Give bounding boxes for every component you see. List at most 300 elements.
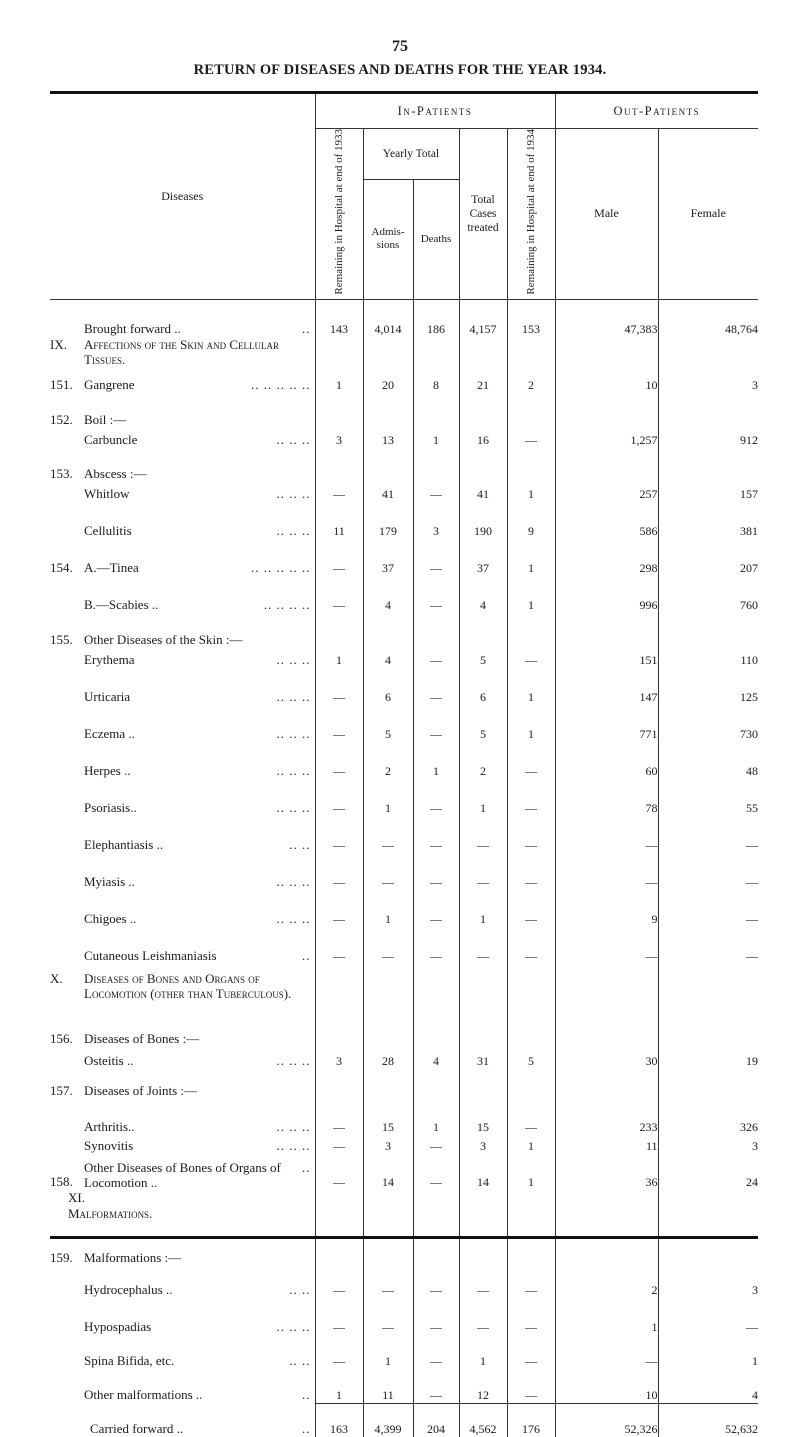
deaths-cell: — — [413, 1369, 459, 1403]
disease-code: 155. — [50, 632, 73, 648]
disease-code: 156. — [50, 1031, 73, 1047]
remaining-1934-cell — [507, 337, 555, 367]
admissions-cell: 11 — [363, 1369, 413, 1403]
table-row — [50, 648, 758, 668]
total-cases-cell: 31 — [459, 1047, 507, 1069]
female-cell: 125 — [658, 668, 758, 705]
admissions-cell: 1 — [363, 1335, 413, 1369]
disease-name: Herpes .. — [84, 763, 131, 779]
deaths-cell: — — [413, 816, 459, 853]
disease-name: Synovitis — [84, 1138, 134, 1154]
male-cell — [555, 613, 658, 648]
total-cases-cell — [459, 1190, 507, 1222]
disease-name: Spina Bifida, etc. — [84, 1353, 175, 1369]
deaths-cell: 1 — [413, 428, 459, 448]
female-cell: 157 — [658, 482, 758, 502]
leader-dots: .. .. — [289, 1353, 311, 1369]
table-body — [50, 299, 758, 1437]
disease-name: Carbuncle — [84, 432, 138, 448]
deaths-cell — [413, 1001, 459, 1047]
leader-dots: .. — [302, 321, 311, 337]
remaining-1934-cell — [507, 964, 555, 1001]
total-cases-label: Total Cases treated — [467, 193, 499, 234]
remaining-1933-cell: — — [315, 539, 363, 576]
male-cell — [555, 1222, 658, 1266]
disease-name: Carried forward .. — [90, 1421, 184, 1437]
remaining-1934-cell: 1 — [507, 1154, 555, 1190]
disease-label — [50, 428, 315, 448]
deaths-cell: 204 — [413, 1403, 459, 1437]
disease-code: XI. — [68, 1190, 85, 1206]
total-cases-cell: 41 — [459, 482, 507, 502]
table-header — [50, 94, 758, 299]
disease-code: IX. — [50, 337, 67, 353]
remaining-1934-cell: — — [507, 779, 555, 816]
out-patients-header: Out-Patients — [555, 94, 758, 129]
male-cell: 233 — [555, 1099, 658, 1135]
remaining-1933-cell — [315, 448, 363, 482]
disease-label — [50, 1001, 315, 1047]
disease-code: 152. — [50, 412, 73, 428]
admissions-cell — [363, 1222, 413, 1266]
total-cases-cell: — — [459, 853, 507, 890]
total-cases-cell — [459, 393, 507, 428]
disease-label — [50, 742, 315, 779]
table-row — [50, 299, 758, 337]
female-cell — [658, 393, 758, 428]
disease-name: Psoriasis.. — [84, 800, 137, 816]
male-cell — [555, 1069, 658, 1099]
disease-label — [50, 482, 315, 502]
deaths-cell — [413, 1069, 459, 1099]
remaining-1934-cell: — — [507, 1335, 555, 1369]
total-cases-cell — [459, 1222, 507, 1266]
female-cell: 760 — [658, 576, 758, 613]
table-row — [50, 367, 758, 393]
table-row — [50, 1154, 758, 1190]
section-heading-row — [50, 1001, 758, 1047]
remaining-1934-cell: 2 — [507, 367, 555, 393]
remaining-1933-cell: — — [315, 816, 363, 853]
deaths-cell: — — [413, 779, 459, 816]
admissions-cell — [363, 337, 413, 367]
total-cases-cell: — — [459, 1298, 507, 1335]
leader-dots: .. .. — [289, 837, 311, 853]
disease-label — [50, 299, 315, 337]
deaths-cell: 1 — [413, 742, 459, 779]
remaining-1933-cell: — — [315, 668, 363, 705]
male-cell: 771 — [555, 705, 658, 742]
deaths-cell: 1 — [413, 1099, 459, 1135]
remaining-1934-cell: — — [507, 428, 555, 448]
table-row — [50, 890, 758, 927]
disease-label — [50, 1222, 315, 1266]
remaining-1934-cell — [507, 1190, 555, 1222]
leader-dots: .. .. .. — [276, 1319, 311, 1335]
remaining-1934-cell: — — [507, 1298, 555, 1335]
table-row — [50, 1369, 758, 1403]
remaining-1933-cell: 11 — [315, 502, 363, 539]
total-cases-cell — [459, 964, 507, 1001]
disease-label — [50, 927, 315, 964]
deaths-cell: — — [413, 1298, 459, 1335]
female-cell: 1 — [658, 1335, 758, 1369]
male-cell: 586 — [555, 502, 658, 539]
disease-name: Urticaria — [84, 689, 131, 705]
male-cell — [555, 393, 658, 428]
deaths-header: Deaths — [413, 179, 459, 299]
female-cell — [658, 1069, 758, 1099]
leader-dots: .. .. .. — [276, 689, 311, 705]
male-cell: 10 — [555, 367, 658, 393]
female-cell: 48 — [658, 742, 758, 779]
table-row — [50, 1335, 758, 1369]
female-cell: — — [658, 853, 758, 890]
leader-dots: .. — [302, 1421, 311, 1437]
remaining-1933-cell — [315, 613, 363, 648]
disease-label — [50, 1403, 315, 1437]
total-cases-cell: — — [459, 816, 507, 853]
total-cases-cell: 5 — [459, 705, 507, 742]
disease-name: Other malformations .. — [84, 1387, 203, 1403]
disease-name: Osteitis .. — [84, 1053, 134, 1069]
total-cases-cell: 15 — [459, 1099, 507, 1135]
disease-label — [50, 1190, 315, 1222]
male-header: Male — [555, 129, 658, 300]
female-cell: — — [658, 927, 758, 964]
remaining-1933-cell: — — [315, 576, 363, 613]
remaining-1933-cell — [315, 1069, 363, 1099]
admissions-cell — [363, 964, 413, 1001]
remaining-1934-cell: — — [507, 927, 555, 964]
remaining-1933-cell: — — [315, 853, 363, 890]
admissions-cell: — — [363, 927, 413, 964]
total-cases-cell: — — [459, 1266, 507, 1298]
total-cases-header — [459, 129, 507, 300]
total-cases-cell: 4,562 — [459, 1403, 507, 1437]
admissions-cell: 1 — [363, 890, 413, 927]
disease-name: Elephantiasis .. — [84, 837, 164, 853]
admissions-cell: 4,014 — [363, 299, 413, 337]
disease-label — [50, 1369, 315, 1403]
disease-label — [50, 337, 315, 367]
leader-dots: .. .. .. — [276, 1053, 311, 1069]
total-cases-cell — [459, 613, 507, 648]
remaining-1933-cell: — — [315, 890, 363, 927]
disease-name: Brought forward .. — [84, 321, 181, 337]
disease-name: Cellulitis — [84, 523, 132, 539]
deaths-cell: — — [413, 1266, 459, 1298]
disease-label — [50, 1069, 315, 1099]
remaining-1933-cell — [315, 337, 363, 367]
male-cell — [555, 1001, 658, 1047]
male-cell: 147 — [555, 668, 658, 705]
disease-name: Arthritis.. — [84, 1119, 135, 1135]
admissions-cell: — — [363, 853, 413, 890]
section-heading-row — [50, 393, 758, 428]
remaining-1934-cell: 9 — [507, 502, 555, 539]
section-heading-row — [50, 1069, 758, 1099]
deaths-cell: — — [413, 927, 459, 964]
remaining-1934-cell: — — [507, 816, 555, 853]
table-row — [50, 779, 758, 816]
disease-name: Other Diseases of Bones of Organs of Locomotion .. — [84, 1160, 281, 1191]
leader-dots: .. .. .. .. .. — [251, 377, 311, 393]
female-cell — [658, 1001, 758, 1047]
remaining-1933-cell: 3 — [315, 1047, 363, 1069]
admissions-cell: 3 — [363, 1135, 413, 1154]
female-cell: 24 — [658, 1154, 758, 1190]
female-cell — [658, 1222, 758, 1266]
male-cell: 10 — [555, 1369, 658, 1403]
disease-name: Cutaneous Leishmaniasis — [84, 948, 217, 964]
total-cases-cell: — — [459, 927, 507, 964]
section-heading-row — [50, 1222, 758, 1266]
leader-dots: .. .. .. .. .. — [251, 560, 311, 576]
female-cell: — — [658, 890, 758, 927]
disease-label — [50, 393, 315, 428]
total-cases-cell: 21 — [459, 367, 507, 393]
deaths-cell — [413, 337, 459, 367]
disease-name: Erythema — [84, 652, 135, 668]
table-row — [50, 1298, 758, 1335]
disease-label — [50, 1154, 315, 1190]
disease-label — [50, 448, 315, 482]
admissions-cell: — — [363, 1266, 413, 1298]
disease-name: Diseases of Bones and Organs of Locomotion (other than Tuberculous). — [84, 971, 292, 1002]
male-cell — [555, 964, 658, 1001]
admissions-cell — [363, 1069, 413, 1099]
deaths-cell: 8 — [413, 367, 459, 393]
male-cell — [555, 448, 658, 482]
total-cases-cell — [459, 337, 507, 367]
female-cell: 55 — [658, 779, 758, 816]
admissions-cell: 41 — [363, 482, 413, 502]
remaining-1934-cell — [507, 1222, 555, 1266]
remaining-1933-label: Remaining in Hospital at end of 1933 — [332, 129, 345, 295]
section-heading-row — [50, 964, 758, 1001]
disease-code: 158. — [50, 1174, 73, 1190]
deaths-cell — [413, 1190, 459, 1222]
disease-label — [50, 705, 315, 742]
female-cell: 3 — [658, 1266, 758, 1298]
page-number: 75 — [392, 38, 408, 55]
remaining-1934-cell: — — [507, 1266, 555, 1298]
disease-name: Diseases of Joints :— — [84, 1083, 198, 1099]
male-cell: 298 — [555, 539, 658, 576]
male-cell: 36 — [555, 1154, 658, 1190]
male-cell: — — [555, 853, 658, 890]
male-cell: 151 — [555, 648, 658, 668]
admissions-cell — [363, 1190, 413, 1222]
table-row — [50, 428, 758, 448]
disease-code: 153. — [50, 466, 73, 482]
admissions-cell: 14 — [363, 1154, 413, 1190]
female-cell — [658, 448, 758, 482]
remaining-1933-cell — [315, 1190, 363, 1222]
remaining-1934-cell: 1 — [507, 539, 555, 576]
female-cell: 52,632 — [658, 1403, 758, 1437]
admissions-cell — [363, 1001, 413, 1047]
male-cell: 47,383 — [555, 299, 658, 337]
remaining-1934-cell: 1 — [507, 576, 555, 613]
disease-name: Chigoes .. — [84, 911, 137, 927]
admissions-cell: — — [363, 1298, 413, 1335]
deaths-cell: — — [413, 853, 459, 890]
leader-dots: .. — [302, 1387, 311, 1403]
female-cell: — — [658, 816, 758, 853]
disease-name: Myiasis .. — [84, 874, 135, 890]
remaining-1933-cell: 3 — [315, 428, 363, 448]
remaining-1934-cell: — — [507, 853, 555, 890]
remaining-1933-cell: — — [315, 1099, 363, 1135]
disease-name: Gangrene — [84, 377, 135, 393]
disease-code: 154. — [50, 560, 73, 576]
admissions-cell: 13 — [363, 428, 413, 448]
remaining-1934-header — [507, 129, 555, 300]
section-heading-row — [50, 613, 758, 648]
disease-name: Hydrocephalus .. — [84, 1282, 173, 1298]
leader-dots: .. .. .. — [276, 1119, 311, 1135]
remaining-1933-cell: 1 — [315, 1369, 363, 1403]
male-cell: 78 — [555, 779, 658, 816]
total-cases-cell: 37 — [459, 539, 507, 576]
male-cell: — — [555, 1335, 658, 1369]
disease-label — [50, 1135, 315, 1154]
total-cases-cell: 5 — [459, 648, 507, 668]
admissions-cell: 20 — [363, 367, 413, 393]
deaths-cell: — — [413, 1135, 459, 1154]
remaining-1933-cell: 143 — [315, 299, 363, 337]
female-cell — [658, 337, 758, 367]
remaining-1933-cell — [315, 1001, 363, 1047]
admissions-cell: 1 — [363, 779, 413, 816]
yearly-total-header: Yearly Total — [363, 129, 459, 180]
total-cases-cell: 2 — [459, 742, 507, 779]
total-cases-cell — [459, 448, 507, 482]
male-cell: 1,257 — [555, 428, 658, 448]
remaining-1933-cell: 1 — [315, 367, 363, 393]
total-cases-cell: 16 — [459, 428, 507, 448]
disease-name: Eczema .. — [84, 726, 135, 742]
admissions-cell: 28 — [363, 1047, 413, 1069]
admissions-cell: 2 — [363, 742, 413, 779]
total-cases-cell: 1 — [459, 779, 507, 816]
disease-code: 157. — [50, 1083, 73, 1099]
admissions-cell — [363, 393, 413, 428]
disease-label — [50, 964, 315, 1001]
male-cell: 30 — [555, 1047, 658, 1069]
section-heading-row — [50, 337, 758, 367]
leader-dots: .. .. .. — [276, 486, 311, 502]
disease-label — [50, 779, 315, 816]
leader-dots: .. — [302, 1160, 311, 1176]
total-cases-cell: 12 — [459, 1369, 507, 1403]
disease-label — [50, 1266, 315, 1298]
leader-dots: .. .. .. .. — [263, 597, 311, 613]
remaining-1933-cell: — — [315, 1335, 363, 1369]
disease-name: Diseases of Bones :— — [84, 1031, 200, 1047]
female-cell: — — [658, 1298, 758, 1335]
disease-name: Whitlow — [84, 486, 130, 502]
male-cell: 257 — [555, 482, 658, 502]
male-cell: 1 — [555, 1298, 658, 1335]
female-cell — [658, 1190, 758, 1222]
deaths-cell: — — [413, 539, 459, 576]
disease-label — [50, 1298, 315, 1335]
disease-label — [50, 648, 315, 668]
male-cell: — — [555, 927, 658, 964]
deaths-cell: — — [413, 668, 459, 705]
admissions-cell: 6 — [363, 668, 413, 705]
remaining-1933-cell: — — [315, 742, 363, 779]
leader-dots: .. .. .. — [276, 652, 311, 668]
male-cell: 52,326 — [555, 1403, 658, 1437]
disease-name: Affections of the Skin and Cellular Tissues. — [84, 337, 280, 368]
deaths-cell — [413, 1222, 459, 1266]
total-cases-cell — [459, 1001, 507, 1047]
female-cell — [658, 613, 758, 648]
remaining-1934-cell: 1 — [507, 482, 555, 502]
deaths-cell — [413, 964, 459, 1001]
remaining-1933-cell: — — [315, 1135, 363, 1154]
remaining-1933-cell: — — [315, 1266, 363, 1298]
disease-label — [50, 367, 315, 393]
leader-dots: .. .. .. — [276, 763, 311, 779]
deaths-cell: — — [413, 482, 459, 502]
female-cell: 48,764 — [658, 299, 758, 337]
remaining-1934-cell: — — [507, 890, 555, 927]
remaining-1933-cell: — — [315, 1298, 363, 1335]
male-cell — [555, 337, 658, 367]
female-cell: 326 — [658, 1099, 758, 1135]
remaining-1933-cell: — — [315, 927, 363, 964]
admissions-cell: 4,399 — [363, 1403, 413, 1437]
remaining-1933-cell: — — [315, 482, 363, 502]
total-cases-cell — [459, 1069, 507, 1099]
female-cell: 730 — [658, 705, 758, 742]
remaining-1934-cell: — — [507, 1369, 555, 1403]
disease-label — [50, 613, 315, 648]
female-cell: 4 — [658, 1369, 758, 1403]
female-cell: 912 — [658, 428, 758, 448]
table-row — [50, 853, 758, 890]
admissions-cell: 37 — [363, 539, 413, 576]
leader-dots: .. .. .. — [276, 726, 311, 742]
remaining-1934-cell: — — [507, 742, 555, 779]
remaining-1933-cell — [315, 393, 363, 428]
deaths-cell: 186 — [413, 299, 459, 337]
deaths-cell: — — [413, 576, 459, 613]
disease-name: B.—Scabies .. — [84, 597, 159, 613]
leader-dots: .. .. .. — [276, 911, 311, 927]
remaining-1933-cell: — — [315, 779, 363, 816]
table-row — [50, 502, 758, 539]
male-cell: 996 — [555, 576, 658, 613]
total-cases-cell: 190 — [459, 502, 507, 539]
remaining-1934-cell: 176 — [507, 1403, 555, 1437]
leader-dots: .. .. .. — [276, 1138, 311, 1154]
page-title: RETURN OF DISEASES AND DEATHS FOR THE YEAR 1934. — [193, 62, 607, 78]
disease-code: 159. — [50, 1250, 73, 1266]
female-cell — [658, 964, 758, 1001]
remaining-1934-cell — [507, 393, 555, 428]
male-cell: 9 — [555, 890, 658, 927]
remaining-1934-cell: 153 — [507, 299, 555, 337]
deaths-cell: — — [413, 890, 459, 927]
disease-label — [50, 576, 315, 613]
disease-name: Abscess :— — [84, 466, 147, 482]
